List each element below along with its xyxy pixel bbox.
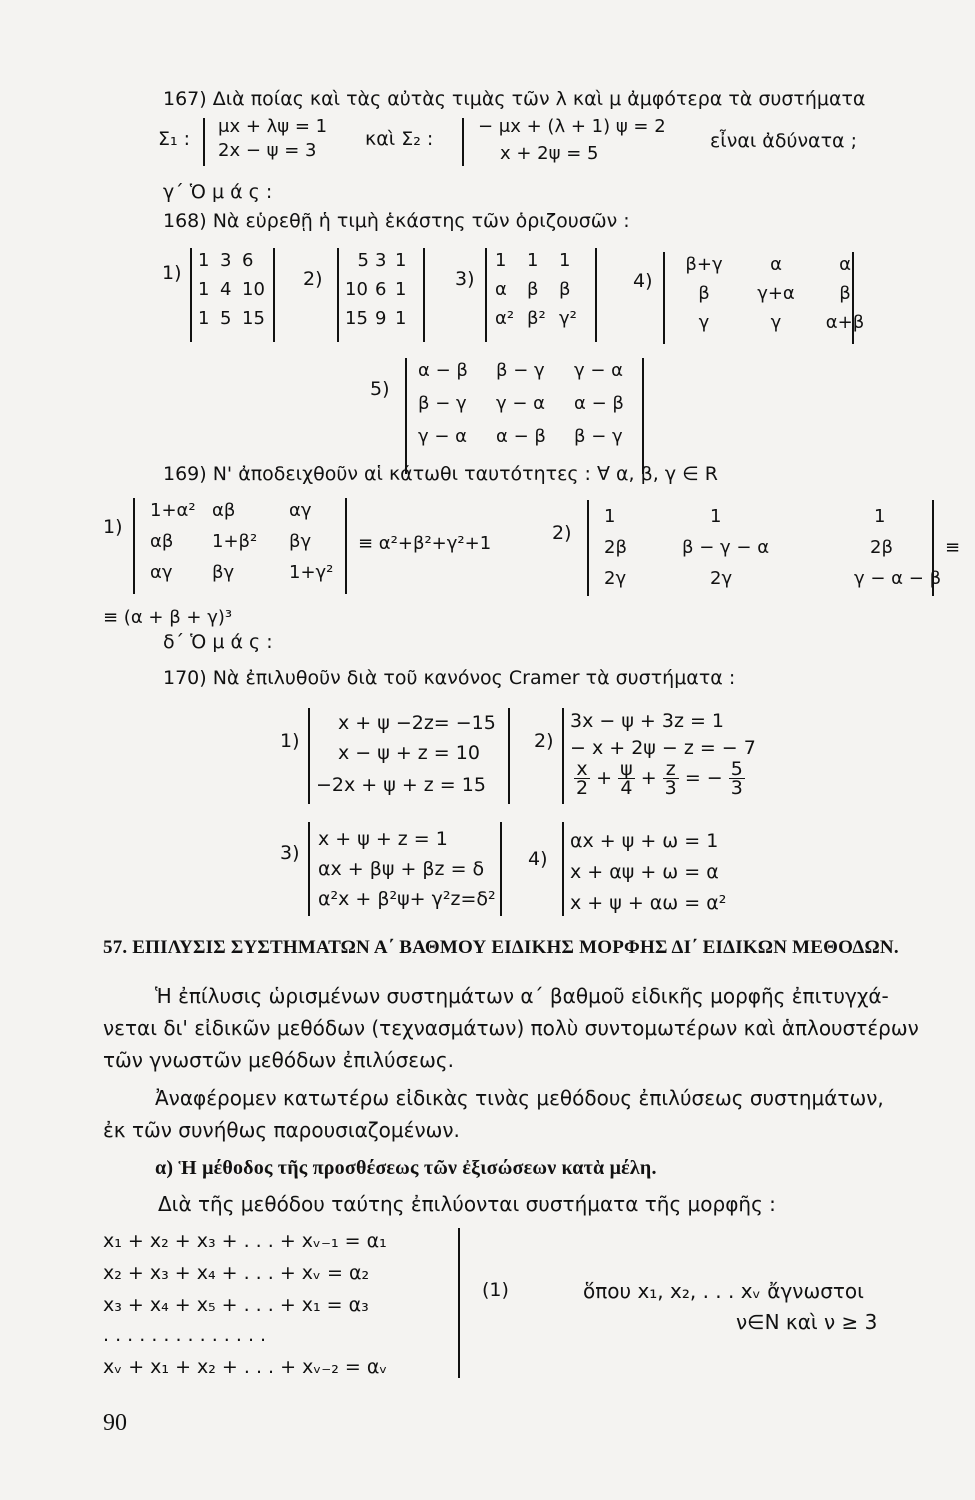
det-cell: 6	[375, 279, 387, 300]
system-4-eq-3: x + ψ + αω = α²	[570, 892, 727, 914]
problem-169-statement: 169) Ν' ἀποδειχθοῦν αἱ κάτωθι ταυτότητες : ∀ α, β, γ ∈ R	[163, 463, 718, 485]
det-5-number: 5)	[370, 378, 390, 400]
det-cell: 10	[345, 279, 368, 300]
det-cell: γ − α	[496, 393, 546, 414]
sigma2-equation-1: − μx + (λ + 1) ψ = 2	[478, 116, 666, 137]
det-cell: 6	[242, 250, 254, 271]
system-bar	[458, 1228, 460, 1378]
determinant-4	[673, 254, 873, 333]
det-cell: αγ	[150, 562, 173, 583]
det-cell: 4	[220, 279, 232, 300]
paragraph-2-line-1: Ἀναφέρομεν κατωτέρω εἰδικὰς τινὰς μεθόδους ἐπιλύσεως συστημάτων,	[155, 1086, 884, 1110]
det-4-number: 4)	[633, 270, 653, 292]
det-cell: 10	[242, 279, 265, 300]
system-1-eq-3: −2x + ψ + z = 15	[316, 774, 486, 796]
impossible-question: εἶναι ἀδύνατα ;	[710, 130, 857, 152]
determinant-3	[495, 250, 591, 329]
system-equation-3: x₃ + x₄ + x₅ + . . . + x₁ = α₃	[103, 1294, 369, 1316]
determinant-2	[345, 250, 415, 329]
det-cell: β	[698, 283, 710, 304]
fraction: $\frac{5}{3}$	[730, 758, 743, 799]
det-cell: 1	[710, 506, 722, 527]
det-bar	[273, 248, 275, 342]
det-cell: 15	[242, 308, 265, 329]
det-cell: 5	[220, 308, 232, 329]
system-equation-1: x₁ + x₂ + x₃ + . . . + xᵥ₋₁ = α₁	[103, 1230, 387, 1252]
det-cell: α	[495, 279, 507, 300]
section-heading: 57. ΕΠΙΛΥΣΙΣ ΣΥΣΤΗΜΑΤΩΝ Α΄ ΒΑΘΜΟΥ ΕΙΔΙΚΗΣ ΜΟΡΦΗΣ ΔΙ΄ ΕΙΔΙΚΩΝ ΜΕΘΟΔΩΝ.	[103, 937, 899, 958]
det-bar	[345, 498, 347, 594]
det-cell: β²	[527, 308, 546, 329]
det-bar	[337, 248, 339, 342]
method-a-title: α) Ἡ μέθοδος τῆς προσθέσεως τῶν ἐξισώσεων κατὰ μέλη.	[155, 1157, 657, 1179]
det-bar	[133, 498, 135, 594]
det-cell: 1	[874, 506, 886, 527]
condition-note: ν∈N καὶ ν ≥ 3	[736, 1310, 878, 1334]
system-4-number: 4)	[528, 848, 548, 870]
det-bar	[852, 252, 854, 344]
det-1-number: 1)	[162, 262, 182, 284]
det-cell: 2β	[870, 537, 893, 558]
system-ellipsis-row: . . . . . . . . . . . . . .	[103, 1324, 267, 1346]
system-4-eq-2: x + αψ + ω = α	[570, 861, 719, 883]
det-bar	[595, 248, 597, 342]
det-cell: γ − α	[574, 360, 624, 381]
system-bar	[562, 822, 564, 916]
system-1-number: 1)	[280, 730, 300, 752]
det-cell: α+β	[825, 312, 865, 333]
det-bar	[932, 500, 934, 596]
paragraph-2-line-2: ἐκ τῶν συνήθως παρουσιαζομένων.	[103, 1118, 460, 1142]
sigma1-label: Σ₁ :	[158, 128, 191, 150]
system-bar	[562, 708, 564, 804]
method-a-description: Διὰ τῆς μεθόδου ταύτης ἐπιλύονται συστήματα τῆς μορφῆς :	[158, 1192, 776, 1216]
det-cell: γ+α	[757, 283, 795, 304]
det-cell: 1+β²	[212, 531, 258, 552]
det-cell: αβ	[150, 531, 174, 552]
system-bar	[508, 708, 510, 804]
system-equation-2: x₂ + x₃ + x₄ + . . . + xᵥ = α₂	[103, 1262, 370, 1284]
system-bar	[462, 118, 464, 166]
det-cell: 5	[357, 250, 369, 271]
identity-2-equiv: ≡	[945, 537, 961, 558]
det-cell: 1	[198, 250, 210, 271]
system-1-eq-1: x + ψ −2z= −15	[338, 712, 496, 734]
det-cell: 1+α²	[150, 500, 196, 521]
det-cell: 1	[198, 308, 210, 329]
fraction: $\frac{\psi}{4}$	[620, 758, 633, 799]
det-cell: 1	[604, 506, 616, 527]
sigma1-equation-1: μx + λψ = 1	[218, 116, 328, 137]
det-cell: α	[770, 254, 782, 275]
det-cell: α − β	[496, 426, 546, 447]
identity-2-determinant	[604, 506, 942, 589]
det-cell: γ	[770, 312, 782, 333]
det-cell: β	[839, 283, 851, 304]
det-cell: βγ	[212, 562, 235, 583]
paragraph-1-line-2: νεται δι' εἰδικῶν μεθόδων (τεχνασμάτων) πολὺ συντομωτέρων καὶ ἁπλουστέρων	[103, 1016, 919, 1040]
system-2-eq-2: − x + 2ψ − z = − 7	[570, 737, 756, 759]
page-number: 90	[103, 1410, 127, 1436]
det-cell: 2β	[604, 537, 627, 558]
det-cell: γ − α − β	[854, 568, 942, 589]
det-cell: 3	[375, 250, 387, 271]
det-bar	[405, 358, 407, 474]
system-2-eq-3: $\frac{x}{2}$ + $\frac{\psi}{4}$ + $\frac{z}{3}$ = − $\frac{5}{3}$	[576, 758, 743, 799]
det-2-number: 2)	[303, 268, 323, 290]
system-2-number: 2)	[534, 730, 554, 752]
det-bar	[663, 252, 665, 344]
det-cell: β − γ − α	[682, 537, 770, 558]
det-cell: αγ	[289, 500, 312, 521]
det-cell: α²	[495, 308, 515, 329]
system-bar	[308, 822, 310, 916]
det-cell: 2γ	[604, 568, 627, 589]
det-bar	[642, 358, 644, 474]
det-cell: β	[527, 279, 539, 300]
problem-170-statement: 170) Νὰ ἐπιλυθοῦν διὰ τοῦ κανόνος Cramer τὰ συστήματα :	[163, 667, 736, 689]
det-cell: 9	[375, 308, 387, 329]
paragraph-1-line-1: Ἡ ἐπίλυσις ὡρισμένων συστημάτων α΄ βαθμοῦ εἰδικῆς μορφῆς ἐπιτυγχά-	[155, 984, 889, 1008]
det-cell: α − β	[574, 393, 624, 414]
sigma2-label: καὶ Σ₂ :	[365, 128, 434, 150]
det-cell: 2γ	[710, 568, 733, 589]
det-cell: 15	[345, 308, 368, 329]
det-cell: αβ	[212, 500, 236, 521]
det-cell: β+γ	[685, 254, 723, 275]
system-bar	[308, 708, 310, 804]
det-bar	[423, 248, 425, 342]
det-cell: γ	[698, 312, 710, 333]
determinant-1	[198, 250, 274, 329]
determinant-5	[418, 360, 644, 447]
system-3-number: 3)	[280, 842, 300, 864]
identity-2-number: 2)	[552, 522, 572, 544]
sigma1-equation-2: 2x − ψ = 3	[218, 140, 317, 161]
system-bar	[500, 822, 502, 916]
det-cell: β − γ	[574, 426, 623, 447]
system-equation-last: xᵥ + x₁ + x₂ + . . . + xᵥ₋₂ = αᵥ	[103, 1356, 388, 1378]
det-cell: γ²	[559, 308, 577, 329]
det-cell: 1	[395, 308, 407, 329]
fraction: $\frac{x}{2}$	[576, 758, 589, 799]
system-1-eq-2: x − ψ + z = 10	[338, 742, 480, 764]
det-bar	[485, 248, 487, 342]
det-cell: β	[559, 279, 571, 300]
det-cell: 1	[527, 250, 539, 271]
det-cell: 1	[495, 250, 507, 271]
system-3-eq-3: α²x + β²ψ+ γ²z=δ²	[318, 888, 496, 910]
det-cell: 1	[395, 279, 407, 300]
system-3-eq-2: αx + βψ + βz = δ	[318, 858, 485, 880]
group-d-heading: δ΄ Ὁ μ ά ς :	[163, 631, 273, 653]
det-cell: 1	[559, 250, 571, 271]
equation-label: (1)	[482, 1279, 509, 1301]
fraction: $\frac{z}{3}$	[664, 758, 677, 799]
det-cell: β − γ	[496, 360, 545, 381]
det-cell: β − γ	[418, 393, 467, 414]
group-c-heading: γ΄ Ὁ μ ά ς :	[163, 181, 273, 203]
system-3-eq-1: x + ψ + z = 1	[318, 828, 448, 850]
det-cell: γ − α	[418, 426, 468, 447]
identity-1-determinant	[150, 500, 349, 583]
det-bar	[190, 248, 192, 342]
paragraph-1-line-3: τῶν γνωστῶν μεθόδων ἐπιλύσεως.	[103, 1048, 454, 1072]
system-bar	[203, 118, 205, 166]
det-cell: 1+γ²	[289, 562, 334, 583]
det-cell: 3	[220, 250, 232, 271]
unknowns-note: ὅπου x₁, x₂, . . . xᵥ ἄγνωστοι	[583, 1279, 864, 1303]
identity-2-result: ≡ (α + β + γ)³	[103, 607, 233, 628]
det-cell: α − β	[418, 360, 468, 381]
sigma2-equation-2: x + 2ψ = 5	[500, 143, 599, 164]
identity-1-number: 1)	[103, 516, 123, 538]
identity-1-result: ≡ α²+β²+γ²+1	[358, 533, 492, 554]
system-2-eq-1: 3x − ψ + 3z = 1	[570, 710, 725, 732]
det-cell: βγ	[289, 531, 312, 552]
system-4-eq-1: αx + ψ + ω = 1	[570, 830, 719, 852]
det-cell: 1	[198, 279, 210, 300]
det-cell: 1	[395, 250, 407, 271]
det-bar	[587, 500, 589, 596]
det-3-number: 3)	[455, 268, 475, 290]
problem-168-statement: 168) Νὰ εὑρεθῇ ἡ τιμὴ ἑκάστης τῶν ὁριζουσῶν :	[163, 210, 630, 232]
det-cell: α	[839, 254, 851, 275]
problem-167-statement: 167) Διὰ ποίας καὶ τὰς αὐτὰς τιμὰς τῶν λ καὶ μ ἀμφότερα τὰ συστήματα	[163, 88, 866, 110]
